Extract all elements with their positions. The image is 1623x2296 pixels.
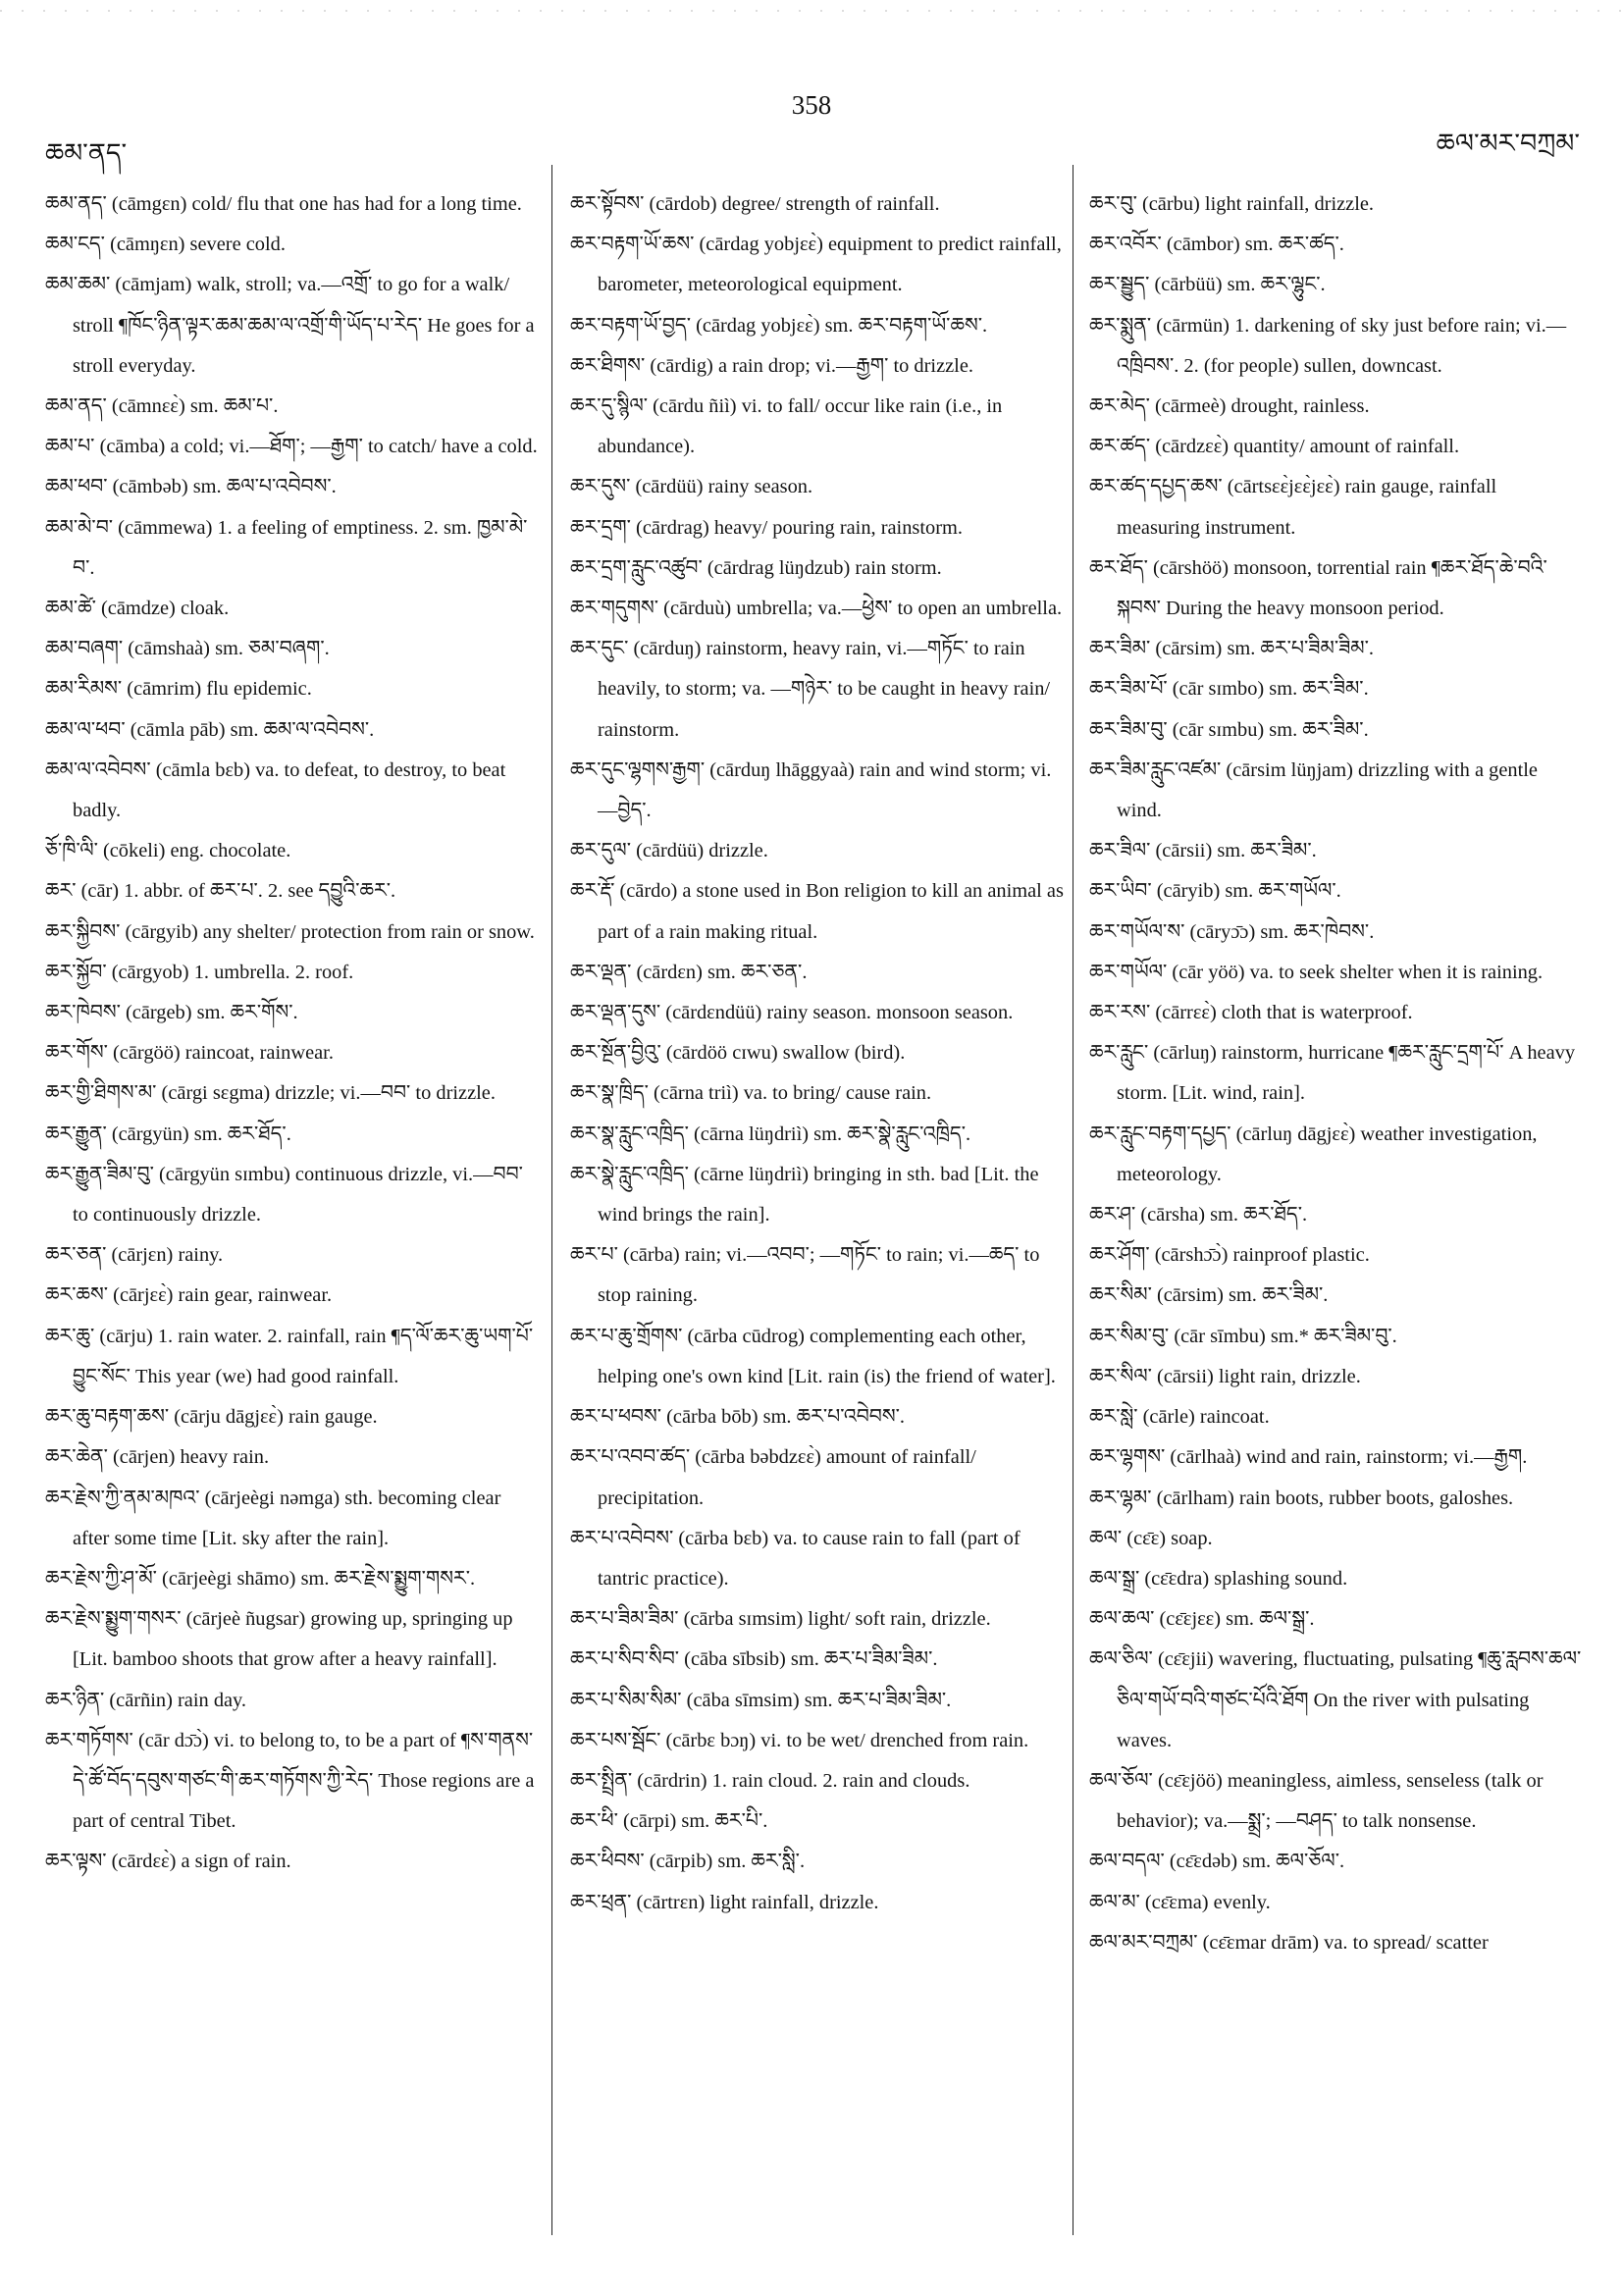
dictionary-entry: ཆར་འབོར་ (cāmbor) sm. ཆར་ཚད་. xyxy=(1089,234,1344,256)
dictionary-entry: ཆར་སྐྱིབས་ (cārgyib) any shelter/ protection from rain or snow. xyxy=(45,920,535,943)
dictionary-entry: ཆམ་ལ་འབེབས་ (cāmla bɛb) va. to defeat, to destroy, to beat badly. xyxy=(45,758,506,822)
dictionary-entry: ཆར་རྗེས་སྨྱུག་གསར་ (cārjeè ñugsar) growing up, springing up [Lit. bamboo shoots that grow after a heavy rainfall]. xyxy=(45,1608,513,1671)
dictionary-entry: ཆལ་ཅོལ་ (cɛ̄ɛjöö) meaningless, aimless, senseless (talk or behavior); va.—སྨྲ་; —བཤད་ to talk nonsense. xyxy=(1089,1769,1544,1833)
dictionary-entry: ཆར་ལྡན་ (cārdɛn) sm. ཆར་ཅན་. xyxy=(570,961,808,983)
dictionary-entry: ཆར་ཆུ་ (cārju) 1. rain water. 2. rainfall, rain ¶ད་ལོ་ཆར་ཆུ་ཡག་པོ་བྱུང་སོང་ This year (we) had good rainfall. xyxy=(45,1325,534,1387)
dictionary-entry: ཆར་བརྟག་ཡོ་ཆས་ (cārdag yobjɛɛ̀) equipment to predict rainfall, barometer, meteorological equipment. xyxy=(570,234,1062,296)
dictionary-entry: ཆར་པ་ཆུ་གྲོགས་ (cārba cūdrog) complementing each other, helping one's own kind [Lit. rain (is) the friend of water]. xyxy=(570,1325,1056,1387)
dictionary-entry: ཆར་རྡོ་ (cārdo) a stone used in Bon religion to kill an animal as part of a rain making ritual. xyxy=(570,880,1064,943)
dictionary-entry: ཆར་ཕིབས་ (cārpib) sm. ཆར་སླི་. xyxy=(570,1851,806,1873)
dictionary-entry: ཆར་སིམ་བུ་ (cār sīmbu) sm.* ཆར་ཟིམ་བུ་. xyxy=(1089,1325,1397,1347)
dictionary-entry: ཆར་གདུགས་ (cārduù) umbrella; va.—ཕྱེས་ to open an umbrella. xyxy=(570,598,1063,620)
dictionary-entry: ཆར་སླེ་ (cārle) raincoat. xyxy=(1089,1406,1270,1429)
dictionary-entry: ཆར་ཟིམ་རླུང་འཛམ་ (cārsim lüŋjam) drizzling with a gentle wind. xyxy=(1089,758,1538,822)
dictionary-entry: ཆར་ཉིན་ (cārñin) rain day. xyxy=(45,1689,247,1711)
dictionary-entry: ཆར་ལྡན་དུས་ (cārdɛndüü) rainy season. monsoon season. xyxy=(570,1002,1014,1024)
dictionary-entry: ཆར་པས་སྦོང་ (cārbɛ bɔŋ) vi. to be wet/ drenched from rain. xyxy=(570,1729,1029,1751)
dictionary-entry: ཆར་བརྟག་ཡོ་བྱད་ (cārdag yobjɛɛ̀) sm. ཆར་བརྟག་ཡོ་ཆས་. xyxy=(570,314,988,337)
dictionary-entry: ཆར་དྲག་ (cārdrag) heavy/ pouring rain, rainstorm. xyxy=(570,516,963,539)
dictionary-entry: ཆར་ཅན་ (cārjɛn) rainy. xyxy=(45,1244,224,1267)
guide-word-left: ཆམ་ནད་ xyxy=(45,138,128,168)
dictionary-entry: ཅོ་ཁི་ལི་ (cōkeli) eng. chocolate. xyxy=(45,840,291,862)
dictionary-entry: ཆམ་ནད་ (cāmnɛɛ̀) sm. ཆམ་པ་. xyxy=(45,395,279,418)
dictionary-entry: ཆར་རླུང་ (cārluŋ) rainstorm, hurricane ¶ཆར་རླུང་དྲག་པོ་ A heavy storm. [Lit. wind, rain]. xyxy=(1089,1042,1576,1105)
dictionary-entry: ཆམ་ཆམ་ (cāmjam) walk, stroll; va.—འགྲོ་ to go for a walk/ stroll ¶ཁོང་ཉིན་ལྟར་ཆམ་ཆམ་ལ་འགྲོ་གི་ཡོད་པ་རེད་ He goes for a stroll everyday. xyxy=(45,274,535,377)
dictionary-entry: ཆར་ཤ་ (cārsha) sm. ཆར་ཐོད་. xyxy=(1089,1204,1308,1226)
dictionary-entry: ཆར་རྒྱུན་ (cārgyün) sm. ཆར་ཐོད་. xyxy=(45,1122,291,1145)
dictionary-entry: ཆར་བུ་ (cārbu) light rainfall, drizzle. xyxy=(1089,193,1375,215)
dictionary-entry: ཆར་པ་སིམ་སིམ་ (cāba sīmsim) sm. ཆར་པ་ཟིམ་ཟིམ་. xyxy=(570,1689,952,1711)
dictionary-entry: ཆམ་ངད་ (cāmŋɛn) severe cold. xyxy=(45,234,286,256)
dictionary-entry: ཆར་པ་ཕབས་ (cārba bōb) sm. ཆར་པ་འབེབས་. xyxy=(570,1406,906,1429)
dictionary-entry: ཆར་རྗེས་ཀྱི་ནམ་མཁའ་ (cārjeègi nəmga) sth. becoming clear after some time [Lit. sky after the rain]. xyxy=(45,1487,501,1549)
dictionary-entry: ཆར་པ་སིབ་སིབ་ (cāba sībsib) sm. ཆར་པ་ཟིམ་ཟིམ་. xyxy=(570,1648,938,1671)
dictionary-entry: ཆར་ (cār) 1. abbr. of ཆར་པ་. 2. see དབྱུའི་ཆར་. xyxy=(45,880,396,903)
dictionary-entry: ཆར་སྐྱོབ་ (cārgyob) 1. umbrella. 2. roof. xyxy=(45,961,354,983)
dictionary-entry: ཆར་སྤྲིན་ (cārdrin) 1. rain cloud. 2. rain and clouds. xyxy=(570,1769,970,1792)
dictionary-entry: ཆལ་མར་བཀྲམ་ (cɛ̄ɛmar drām) va. to spread/ scatter xyxy=(1089,1931,1489,1954)
dictionary-entry: ཆར་ཆུ་བརྟག་ཆས་ (cārju dāgjɛɛ̀) rain gauge. xyxy=(45,1406,378,1429)
dictionary-entry: ཆམ་ལ་ཕབ་ (cāmla pāb) sm. ཆམ་ལ་འབེབས་. xyxy=(45,718,375,741)
dictionary-entry: ཆར་ཟིལ་ (cārsii) sm. ཆར་ཟིམ་. xyxy=(1089,840,1317,862)
dictionary-entry: ཆར་མེད་ (cārmeè) drought, rainless. xyxy=(1089,395,1370,418)
dictionary-entry: ཆར་ཟིམ་པོ་ (cār sɪmbo) sm. ཆར་ཟིམ་. xyxy=(1089,678,1369,701)
dictionary-entry: ཆར་ཆེན་ (cārjen) heavy rain. xyxy=(45,1446,270,1469)
dictionary-entry: ཆར་དྲག་རླུང་འཚུབ་ (cārdrag lüŋdzub) rain storm. xyxy=(570,556,942,579)
dictionary-entry: ཆར་གཏོགས་ (cār dɔ̄ɔ̀) vi. to belong to, to be a part of ¶ས་གནས་དེ་ཚོ་བོད་དབུས་གཙང་གི་ཆར་གཏོགས་ཀྱི་རེད་ Those regions are a part of central Tibet. xyxy=(45,1729,535,1833)
dictionary-entry: ཆར་གྱི་ཐིགས་མ་ (cārgi sɛgma) drizzle; vi.—བབ་ to drizzle. xyxy=(45,1082,496,1105)
dictionary-entry: ཆར་སིམ་ (cārsim) sm. ཆར་ཟིམ་. xyxy=(1089,1284,1329,1307)
dictionary-entry: ཆར་པ་འབེབས་ (cārba bɛb) va. to cause rain to fall (part of tantric practice). xyxy=(570,1527,1021,1590)
dictionary-entry: ཆར་གོས་ (cārgöö) raincoat, rainwear. xyxy=(45,1042,334,1065)
dictionary-entry: ཆམ་བཞག་ (cāmshaà) sm. ཅམ་བཞག་. xyxy=(45,638,330,660)
dictionary-entry: ཆར་ཕྲན་ (cārtrɛn) light rainfall, drizzle. xyxy=(570,1891,879,1913)
dictionary-entry: ཆར་དུ་སྙིལ་ (cārdu ñiì) vi. to fall/ occur like rain (i.e., in abundance). xyxy=(570,395,1003,458)
dictionary-entry: ཆར་སྦྱུད་ (cārbüü) sm. ཆར་ལྷུང་. xyxy=(1089,274,1326,296)
dictionary-entry: ཆར་ཐོད་ (cārshöö) monsoon, torrential rain ¶ཆར་ཐོད་ཆེ་བའི་སྐབས་ During the heavy monsoon period. xyxy=(1089,556,1547,620)
dictionary-entry: ཆམ་ནད་ (cāmgɛn) cold/ flu that one has had for a long time. xyxy=(45,193,522,215)
dictionary-entry: ཆར་པ་ (cārba) rain; vi.—འབབ་; —གཏོང་ to rain; vi.—ཆད་ to stop raining. xyxy=(570,1244,1040,1307)
dictionary-entry: ཆམ་རིམས་ (cāmrim) flu epidemic. xyxy=(45,678,312,701)
dictionary-entry: ཆལ་སྒྲ་ (cɛ̄ɛdra) splashing sound. xyxy=(1089,1567,1348,1590)
dictionary-entry: ཆར་ཁེབས་ (cārgeb) sm. ཆར་གོས་. xyxy=(45,1002,298,1024)
dictionary-entry: ཆར་སྔོན་བྱིའུ་ (cārdöö cɪwu) swallow (bird). xyxy=(570,1042,906,1065)
dictionary-entry: ཆར་གཡོལ་ (cār yöö) va. to seek shelter when it is raining. xyxy=(1089,961,1544,983)
dictionary-entry: ཆར་ཚད་དཔྱད་ཆས་ (cārtsɛɛ̀jɛɛ̀jɛɛ̀) rain gauge, rainfall measuring instrument. xyxy=(1089,476,1497,539)
dictionary-entry: ཆར་པ་འབབ་ཚད་ (cārba bəbdzɛɛ̀) amount of rainfall/ precipitation. xyxy=(570,1446,976,1509)
dictionary-entry: ཆར་རླུང་བརྟག་དཔྱད་ (cārluŋ dāgjɛɛ̀) weather investigation, meteorology. xyxy=(1089,1122,1538,1185)
dictionary-entry: ཆར་སྣ་ཁྲིད་ (cārna triì) va. to bring/ cause rain. xyxy=(570,1082,932,1105)
dictionary-entry: ཆམ་ཚེ་ (cāmdze) cloak. xyxy=(45,598,230,620)
dictionary-entry: ཆར་ཡིབ་ (cāryib) sm. ཆར་གཡོལ་. xyxy=(1089,880,1341,903)
dictionary-entry: ཆར་ཕི་ (cārpi) sm. ཆར་པི་. xyxy=(570,1810,768,1833)
entries-column-1 xyxy=(45,184,540,1883)
dictionary-entry: ཆར་ཐིགས་ (cārdig) a rain drop; vi.—རྒྱག་ to drizzle. xyxy=(570,354,973,377)
dictionary-entry: ཆར་སྟོབས་ (cārdob) degree/ strength of rainfall. xyxy=(570,193,940,215)
dictionary-entry: ཆམ་ཕབ་ (cāmbəb) sm. ཆལ་པ་འབེབས་. xyxy=(45,476,337,498)
dictionary-entry: ཆར་ལྷགས་ (cārlhaà) wind and rain, rainstorm; vi.—རྒྱག. xyxy=(1089,1446,1528,1469)
dictionary-entry: ཆར་དུང་ (cārduŋ) rainstorm, heavy rain, vi.—གཏོང་ to rain heavily, to storm; va. —གཉེར་ to be caught in heavy rain/ rainstorm. xyxy=(570,638,1051,741)
dictionary-entry: ཆལ་ཅིལ་ (cɛ̄ɛjii) wavering, fluctuating, pulsating ¶ཆུ་རླབས་ཆལ་ཅིལ་གཡོ་བའི་གཙང་པོའི་ཐོག On the river with pulsating waves. xyxy=(1089,1648,1582,1751)
dictionary-entry: ཆལ་བདལ་ (cɛ̄ɛdəb) sm. ཆལ་ཅོལ་. xyxy=(1089,1851,1345,1873)
dictionary-entry: ཆར་རས་ (cārrɛɛ̀) cloth that is waterproof. xyxy=(1089,1002,1413,1024)
dictionary-entry: ཆར་གཡོལ་ས་ (cāryɔ̄ɔ) sm. ཆར་ཁེབས་. xyxy=(1089,920,1375,943)
page-number: 358 xyxy=(791,90,832,120)
entries-column-2 xyxy=(570,184,1065,1923)
entries-column-3 xyxy=(1089,184,1584,1963)
dictionary-entry: ཆལ་ (cɛ̄ɛ) soap. xyxy=(1089,1527,1213,1549)
dictionary-entry: ཆར་སྣེ་རླུང་འཁྲིད་ (cārne lüŋdriì) bringing in sth. bad [Lit. the wind brings the rain]. xyxy=(570,1163,1039,1226)
dictionary-entry: ཆལ་མ་ (cɛ̄ɛma) evenly. xyxy=(1089,1891,1271,1913)
dictionary-entry: ཆམ་པ་ (cāmba) a cold; vi.—ཐོག་; —རྒྱག་ to catch/ have a cold. xyxy=(45,436,538,458)
dictionary-entry: ཆར་སྨུན་ (cārmün) 1. darkening of sky just before rain; vi.—འཁྲིབས་. 2. (for people) sullen, downcast. xyxy=(1089,314,1567,377)
dictionary-entry: ཆལ་ཆལ་ (cɛ̄ɛjɛɛ) sm. ཆལ་སྒྲ་. xyxy=(1089,1608,1315,1631)
dictionary-entry: ཆར་ཟིམ་བུ་ (cār sɪmbu) sm. ཆར་ཟིམ་. xyxy=(1089,718,1369,741)
dictionary-entry: ཆར་ལྷམ་ (cārlham) rain boots, rubber boots, galoshes. xyxy=(1089,1487,1514,1509)
dictionary-entry: ཆར་ཤོག་ (cārshɔ̄ɔ̀) rainproof plastic. xyxy=(1089,1244,1370,1267)
guide-word-right: ཆལ་མར་བཀྲམ་ xyxy=(1436,129,1580,158)
column-divider xyxy=(551,165,552,2235)
dictionary-entry: ཆར་ལྟས་ (cārdɛɛ̀) a sign of rain. xyxy=(45,1851,291,1873)
dictionary-entry: ཆམ་མེ་བ་ (cāmmewa) 1. a feeling of emptiness. 2. sm. ཁྱམ་མེ་བ་. xyxy=(45,516,528,579)
dictionary-entry: ཆར་སིལ་ (cārsii) light rain, drizzle. xyxy=(1089,1365,1361,1387)
dictionary-entry: ཆར་རྒྱུན་ཟིམ་བུ་ (cārgyün sɪmbu) continuous drizzle, vi.—བབ་ to continuously drizzle. xyxy=(45,1163,523,1226)
dictionary-entry: ཆར་ཚད་ (cārdzɛɛ̀) quantity/ amount of rainfall. xyxy=(1089,436,1460,458)
scan-edge-dots xyxy=(0,10,1623,12)
dictionary-entry: ཆར་དུལ་ (cārdüü) drizzle. xyxy=(570,840,768,862)
dictionary-entry: ཆར་རྗེས་ཀྱི་ཤ་མོ་ (cārjeègi shāmo) sm. ཆར་རྗེས་སྨྱུག་གསར་. xyxy=(45,1567,476,1590)
dictionary-entry: ཆར་སྣ་རླུང་འཁྲིད་ (cārna lüŋdriì) sm. ཆར་སྣེ་རླུང་འཁྲིད་. xyxy=(570,1122,971,1145)
dictionary-entry: ཆར་ཆས་ (cārjɛɛ̀) rain gear, rainwear. xyxy=(45,1284,333,1307)
dictionary-entry: ཆར་པ་ཟིམ་ཟིམ་ (cārba sɪmsim) light/ soft rain, drizzle. xyxy=(570,1608,991,1631)
dictionary-entry: ཆར་དུས་ (cārdüü) rainy season. xyxy=(570,476,813,498)
dictionary-entry: ཆར་དུང་ལྷགས་རྒྱག་ (cārduŋ lhāggyaà) rain and wind storm; vi.—བྱེད་. xyxy=(570,758,1052,822)
dictionary-entry: ཆར་ཟིམ་ (cārsim) sm. ཆར་པ་ཟིམ་ཟིམ་. xyxy=(1089,638,1375,660)
